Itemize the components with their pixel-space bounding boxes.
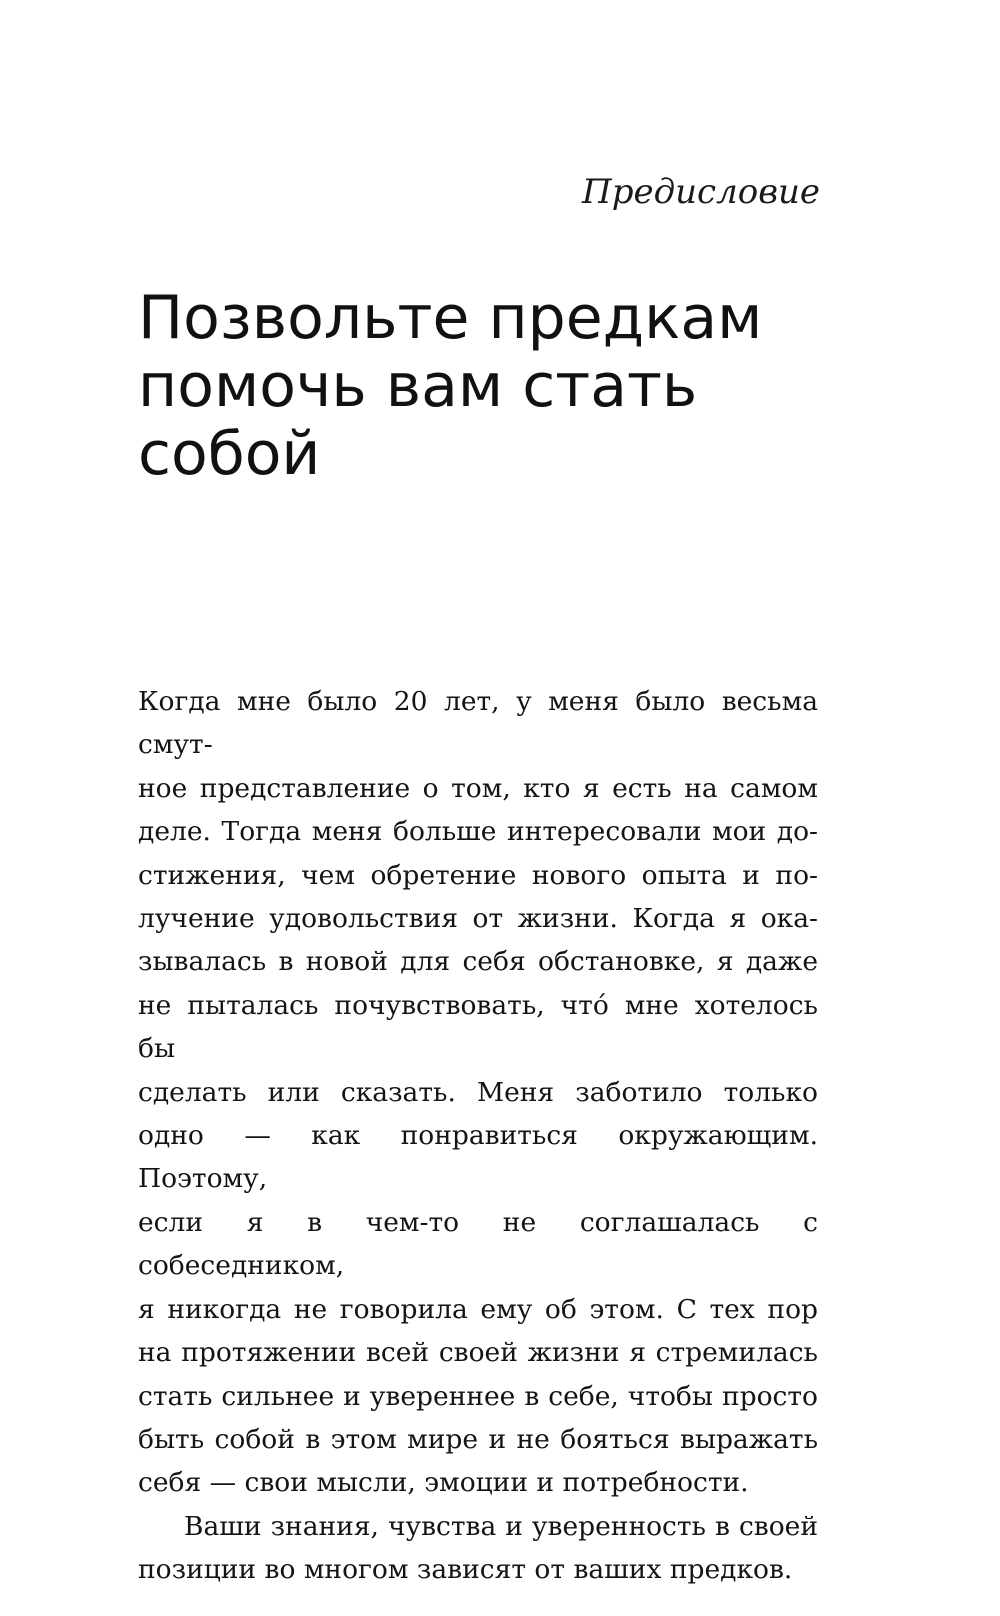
text-line: позиции во многом зависят от ваших предков. <box>138 1554 793 1586</box>
text-line: себя — свои мысли, эмоции и потребности. <box>138 1467 749 1499</box>
chapter-title-line: помочь вам стать <box>138 351 698 421</box>
chapter-title <box>138 284 838 488</box>
text-line: если я в чем-то не соглашалась с собеседником, <box>138 1206 818 1282</box>
section-label: Предисловие <box>582 172 820 212</box>
text-line: ное представление о том, кто я есть на самом <box>138 772 818 804</box>
body-text <box>138 680 818 1592</box>
text-line: не пыталась почувствовать, чтó мне хотелось бы <box>138 989 818 1065</box>
paragraph <box>138 680 818 1505</box>
text-line: зывалась в новой для себя обстановке, я даже <box>138 946 818 978</box>
chapter-title-line: Позвольте предкам <box>138 283 763 353</box>
text-line: Когда мне было 20 лет, у меня было весьма смут- <box>138 686 818 761</box>
text-line: стать сильнее и увереннее в себе, чтобы просто <box>138 1380 818 1412</box>
text-line: я никогда не говорила ему об этом. С тех пор <box>138 1293 818 1325</box>
text-line: одно — как понравиться окружающим. Поэтому, <box>138 1120 818 1195</box>
text-line: на протяжении всей своей жизни я стремилась <box>138 1337 818 1369</box>
text-line: лучение удовольствия от жизни. Когда я ока- <box>138 903 818 935</box>
text-line: быть собой в этом мире и не бояться выражать <box>138 1423 818 1455</box>
chapter-title-line: собой <box>138 419 321 489</box>
paragraph <box>138 1505 818 1592</box>
text-line: Ваши знания, чувства и уверенность в своей <box>184 1510 818 1542</box>
text-line: сделать или сказать. Меня заботило только <box>138 1076 818 1108</box>
text-line: стижения, чем обретение нового опыта и по- <box>138 859 818 891</box>
text-line: деле. Тогда меня больше интересовали мои до- <box>138 816 818 848</box>
